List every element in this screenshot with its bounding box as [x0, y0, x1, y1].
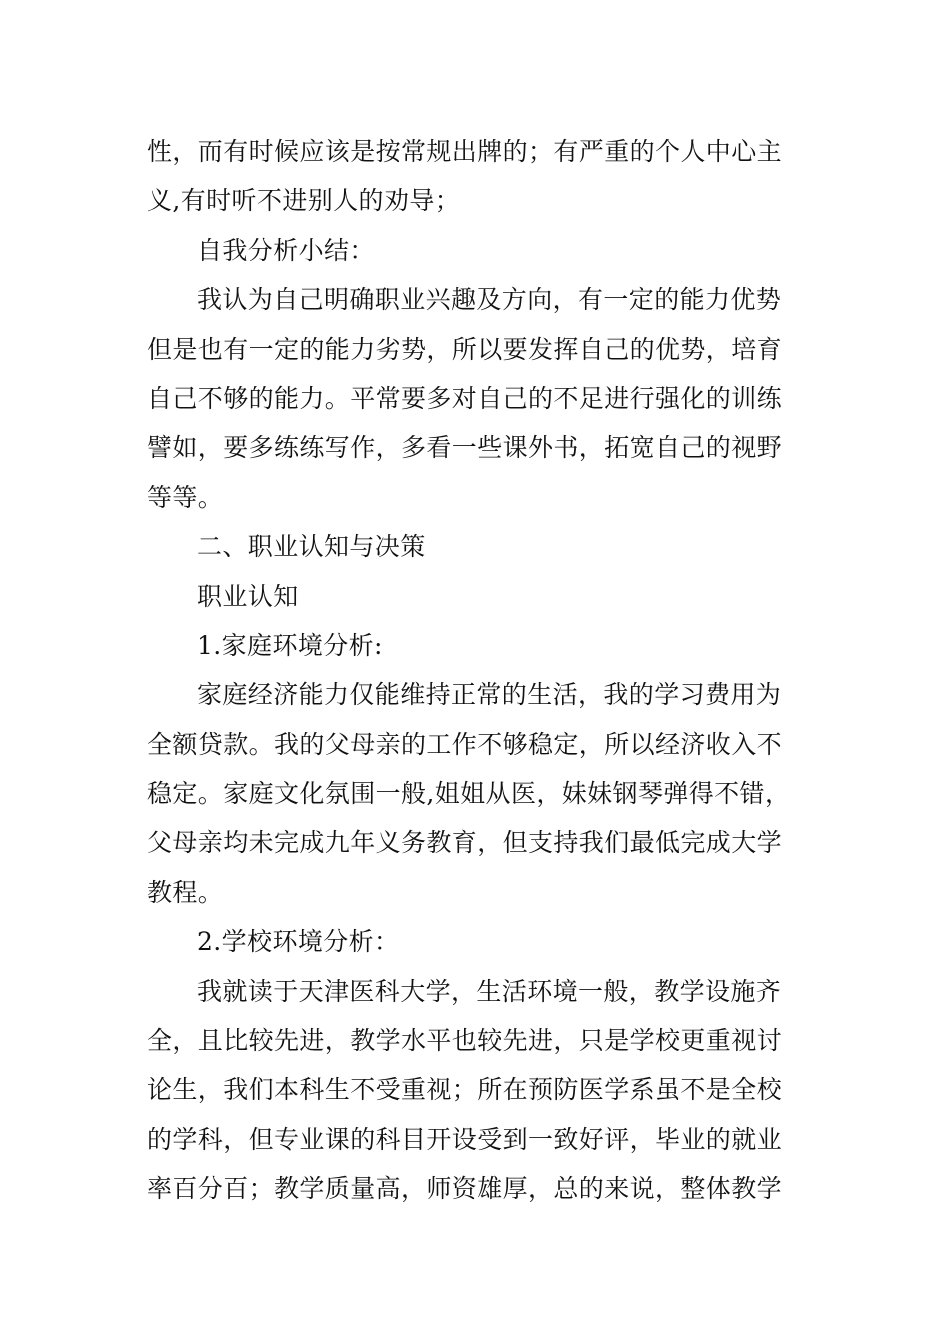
text-line: 的学科，但专业课的科目开设受到一致好评，毕业的就业: [147, 1124, 783, 1154]
text-line: 率百分百；教学质量高，师资雄厚，总的来说，整体教学: [147, 1174, 783, 1204]
text-line: 但是也有一定的能力劣势，所以要发挥自己的优势，培育: [147, 334, 783, 364]
document-page: [147, 127, 809, 1214]
text-line: 稳定。家庭文化氛围一般,姐姐从医，妹妹钢琴弹得不错，: [147, 779, 791, 809]
text-line: 我就读于天津医科大学，生活环境一般，教学设施齐: [197, 976, 782, 1006]
text-line: 论生，我们本科生不受重视；所在预防医学系虽不是全校: [147, 1075, 783, 1105]
text-line: 自我分析小结：: [197, 235, 375, 265]
text-line: 全，且比较先进，教学水平也较先进，只是学校更重视讨: [147, 1026, 783, 1056]
subsection-heading: 2.学校环境分析：: [197, 927, 400, 957]
subsection-heading: 1.家庭环境分析:: [197, 630, 383, 660]
text-line: 教程。: [147, 877, 224, 907]
text-line: 性，而有时候应该是按常规出牌的；有严重的个人中心主: [147, 137, 783, 166]
text-line: 等等。: [147, 482, 224, 512]
text-line: 自己不够的能力。平常要多对自己的不足进行强化的训练: [147, 383, 783, 413]
text-line: 譬如，要多练练写作，多看一些课外书，拓宽自己的视野: [147, 433, 783, 463]
section-heading: 二、职业认知与决策: [197, 532, 426, 562]
text-line: 家庭经济能力仅能维持正常的生活，我的学习费用为: [197, 680, 782, 710]
text-line: 义,有时听不进别人的劝导；: [147, 186, 461, 216]
text-line: 父母亲均未完成九年义务教育，但支持我们最低完成大学: [147, 828, 783, 858]
subsection-heading: 职业认知: [197, 581, 299, 611]
text-line: 全额贷款。我的父母亲的工作不够稳定，所以经济收入不: [147, 729, 783, 759]
text-line: 我认为自己明确职业兴趣及方向，有一定的能力优势: [197, 285, 782, 315]
